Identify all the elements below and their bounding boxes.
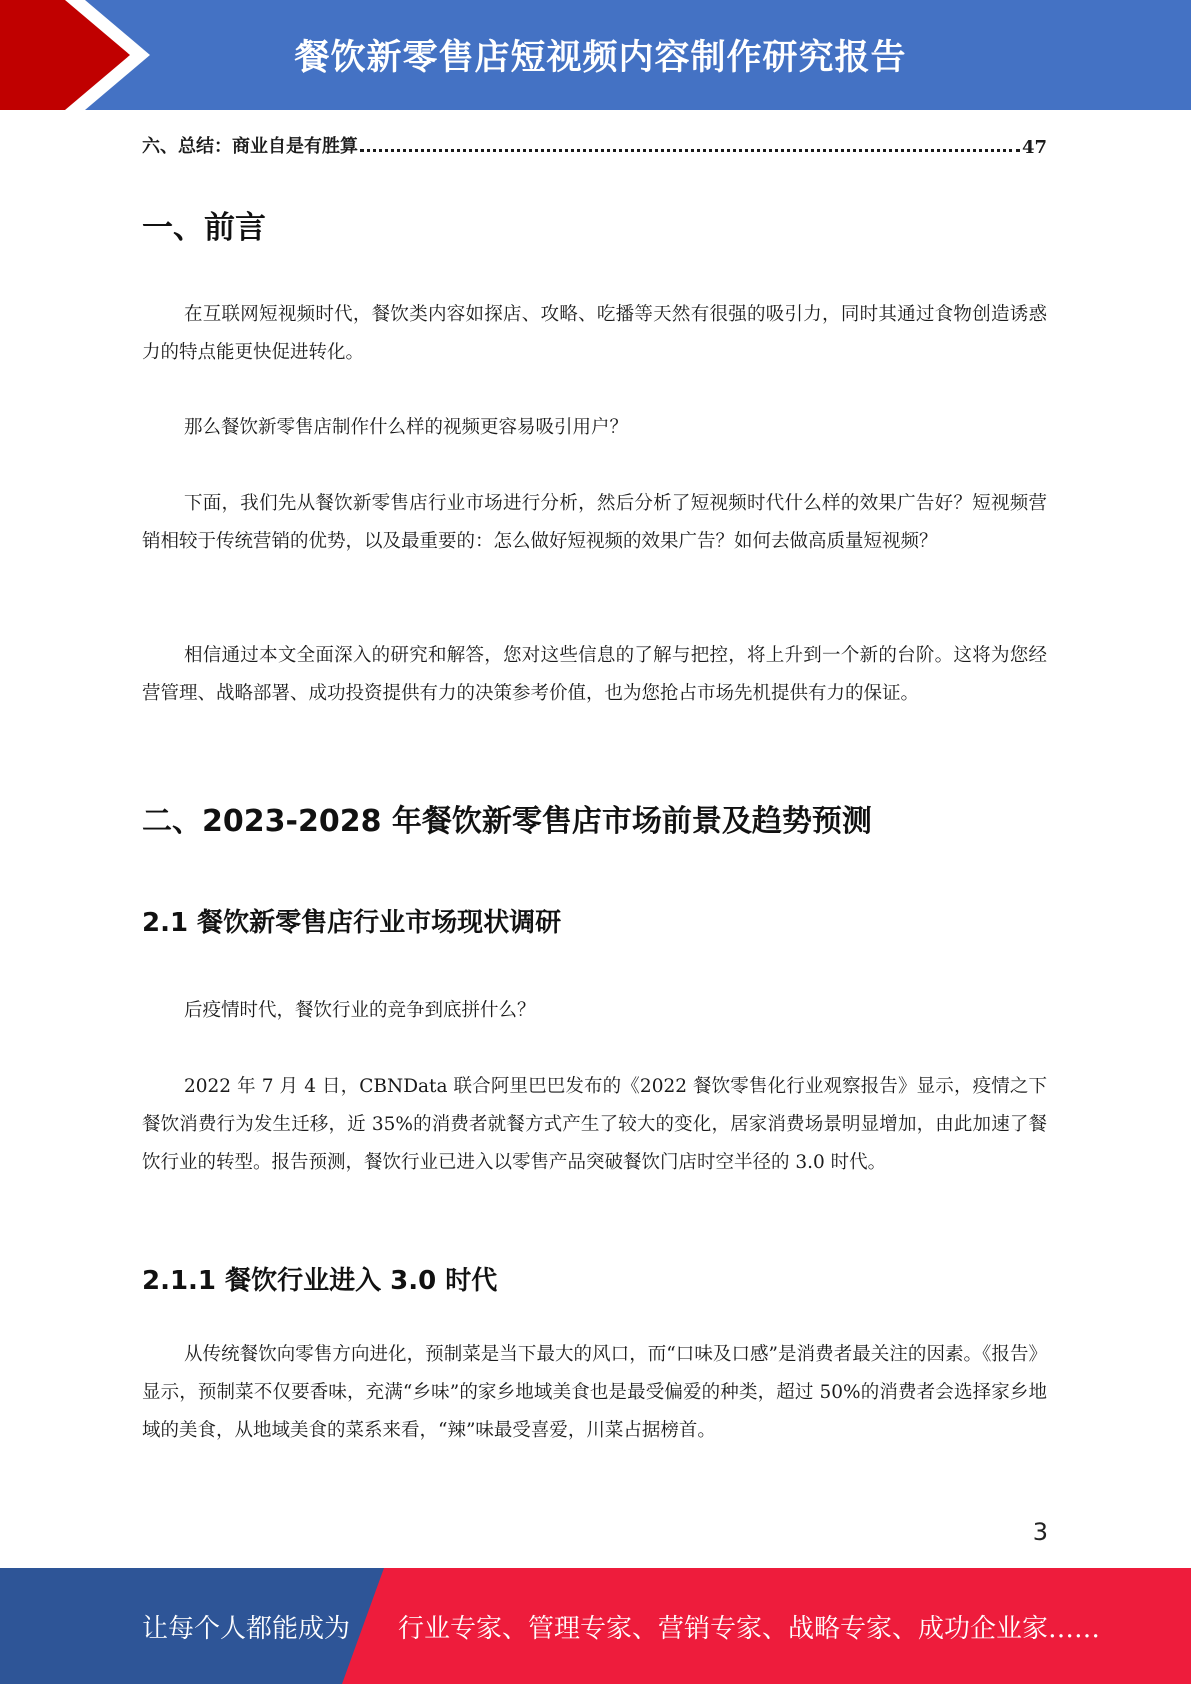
page-number: 3: [1032, 1518, 1048, 1546]
page-footer: [0, 1568, 1191, 1684]
status-paragraph-2: 2022 年 7 月 4 日，CBNData 联合阿里巴巴发布的《2022 餐饮零售化行业观察报告》显示，疫情之下餐饮消费行为发生迁移，近 35%的消费者就餐方式产生了较大的变化，居家消费场景明显增加，由此加速了餐饮行业的转型。报告预测，餐饮行业已进入以零售产品突破餐饮门店时空半径的 3.0 时代。: [142, 1076, 1047, 1173]
header-title: 餐饮新零售店短视频内容制作研究报告: [294, 38, 907, 78]
toc-leader-dots: [360, 149, 1020, 152]
era-heading: 2.1.1 餐饮行业进入 3.0 时代: [142, 1266, 498, 1296]
status-heading: 2.1 餐饮新零售店行业市场现状调研: [142, 908, 562, 938]
preface-paragraph-4: 相信通过本文全面深入的研究和解答，您对这些信息的了解与把控，将上升到一个新的台阶。这将为您经营管理、战略部署、成功投资提供有力的决策参考价值，也为您抢占市场先机提供有力的保证。: [142, 645, 1047, 704]
toc-entry-page: 47: [1021, 137, 1047, 158]
footer-slogan-left: 让每个人都能成为: [142, 1613, 351, 1644]
era-paragraph-1: 从传统餐饮向零售方向进化，预制菜是当下最大的风口，而“口味及口感”是消费者最关注的因素。《报告》显示，预制菜不仅要香味，充满“乡味”的家乡地域美食也是最受偏爱的种类，超过 50%的消费者会选择家乡地域的美食，从地域美食的菜系来看，“辣”味最受喜爱，川菜占据榜首。: [142, 1344, 1047, 1441]
forecast-heading: 二、2023-2028 年餐饮新零售店市场前景及趋势预测: [142, 804, 872, 839]
toc-entry[interactable]: [142, 130, 1047, 158]
footer-slogan-right: 行业专家、管理专家、营销专家、战略专家、成功企业家……: [398, 1613, 1101, 1644]
preface-paragraph-3: 下面，我们先从餐饮新零售店行业市场进行分析，然后分析了短视频时代什么样的效果广告好？短视频营销相较于传统营销的优势，以及最重要的：怎么做好短视频的效果广告？如何去做高质量短视频？: [142, 493, 1047, 552]
header-arrow-icon: [0, 0, 160, 110]
preface-heading: 一、前言: [142, 210, 266, 246]
preface-paragraph-2: 那么餐饮新零售店制作什么样的视频更容易吸引用户？: [184, 417, 629, 438]
preface-paragraph-1: 在互联网短视频时代，餐饮类内容如探店、攻略、吃播等天然有很强的吸引力，同时其通过食物创造诱惑力的特点能更快促进转化。: [142, 304, 1047, 363]
page-header: [0, 0, 1191, 110]
toc-entry-label: 六、总结：商业自是有胜算: [142, 136, 358, 157]
status-paragraph-1: 后疫情时代，餐饮行业的竞争到底拼什么？: [184, 1000, 536, 1021]
